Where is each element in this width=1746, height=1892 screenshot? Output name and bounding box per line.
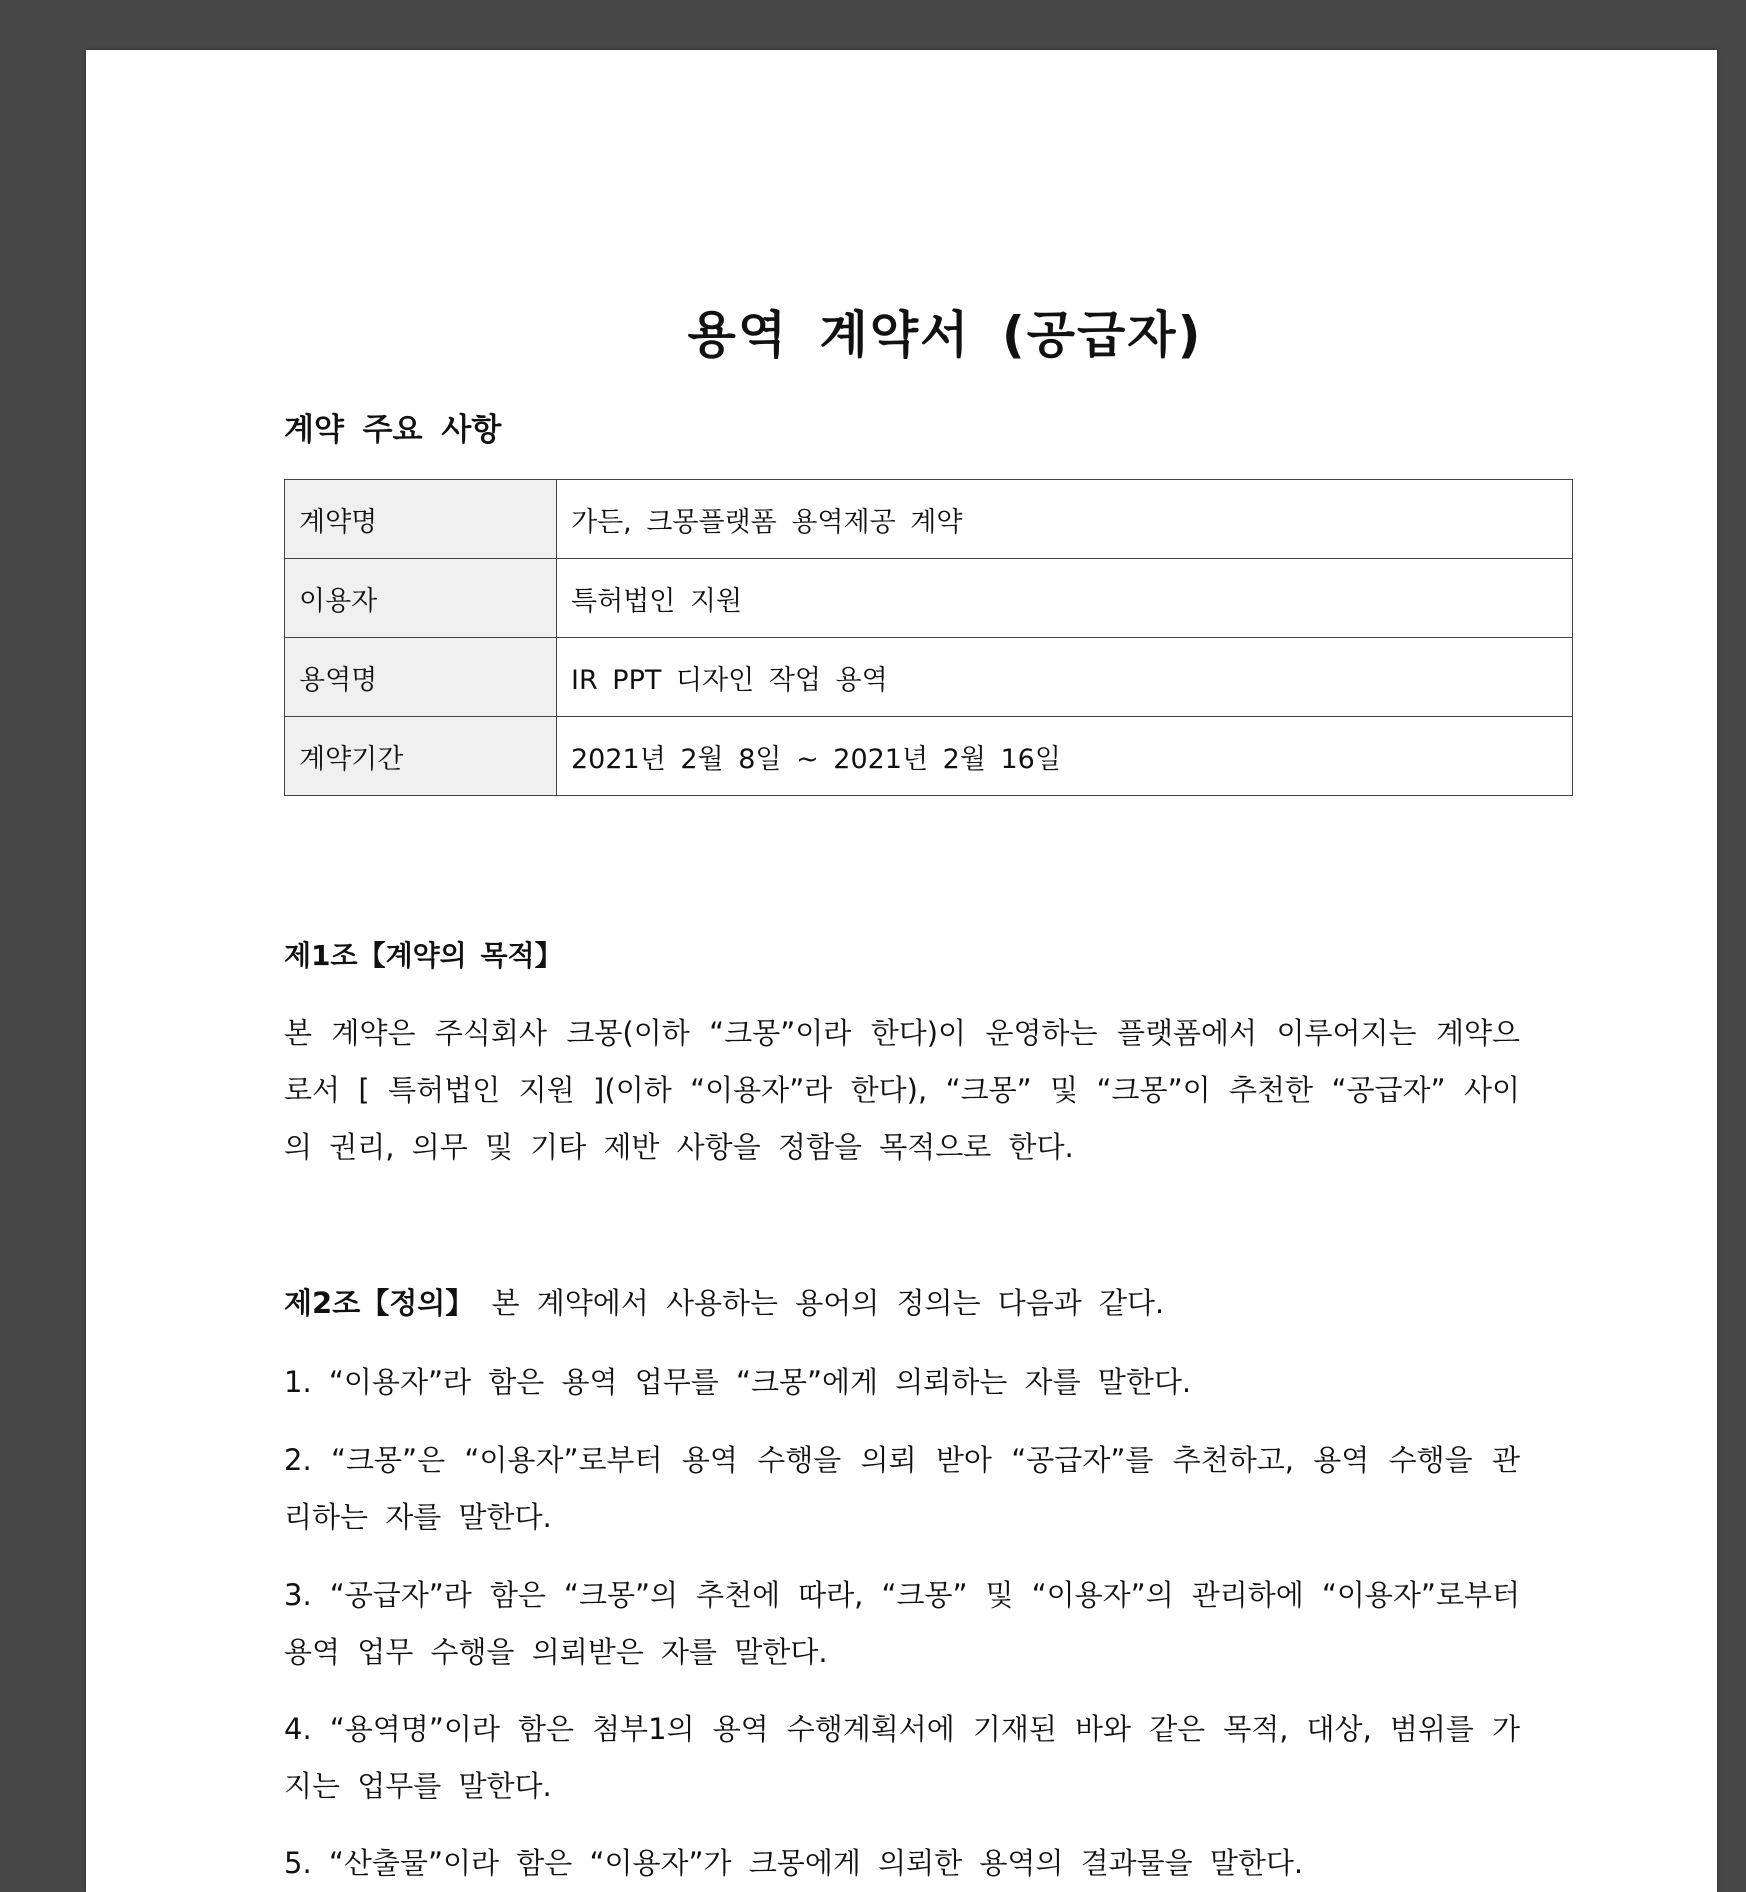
table-row — [285, 638, 1573, 717]
definition-item-1: 1. “이용자”라 함은 용역 업무를 “크몽”에게 의뢰하는 자를 말한다. — [284, 1365, 1192, 1399]
summary-value-user: 특허법인 지원 — [557, 559, 1573, 638]
summary-value-period: 2021년 2월 8일 ~ 2021년 2월 16일 — [557, 717, 1573, 796]
article-2-intro-paragraph — [284, 1275, 1520, 1332]
table-row — [285, 559, 1573, 638]
summary-label-contract-name: 계약명 — [285, 480, 557, 559]
definition-item-2: 2. “크몽”은 “이용자”로부터 용역 수행을 의뢰 받아 “공급자”를 추천하고, 용역 수행을 관리하는 자를 말한다. — [284, 1443, 1520, 1534]
article-1-heading: 제1조【계약의 목적】 — [284, 939, 563, 972]
article-2-intro: 본 계약에서 사용하는 용어의 정의는 다음과 같다. — [491, 1286, 1165, 1320]
summary-heading: 계약 주요 사항 — [284, 412, 502, 448]
table-row — [285, 480, 1573, 559]
summary-label-service-name: 용역명 — [285, 638, 557, 717]
summary-label-user: 이용자 — [285, 559, 557, 638]
definition-item-4: 4. “용역명”이라 함은 첨부1의 용역 수행계획서에 기재된 바와 같은 목적, 대상, 범위를 가지는 업무를 말한다. — [284, 1712, 1520, 1803]
contract-summary-table — [284, 479, 1573, 796]
article-2-heading: 제2조【정의】 — [284, 1286, 475, 1320]
summary-value-service-name: IR PPT 디자인 작업 용역 — [557, 638, 1573, 717]
summary-value-contract-name: 가든, 크몽플랫폼 용역제공 계약 — [557, 480, 1573, 559]
table-row — [285, 717, 1573, 796]
document-title: 용역 계약서 (공급자) — [687, 306, 1203, 364]
definition-item-5: 5. “산출물”이라 함은 “이용자”가 크몽에게 의뢰한 용역의 결과물을 말한다. — [284, 1846, 1304, 1880]
definition-item-3: 3. “공급자”라 함은 “크몽”의 추천에 따라, “크몽” 및 “이용자”의 관리하에 “이용자”로부터 용역 업무 수행을 의뢰받은 자를 말한다. — [284, 1578, 1520, 1669]
document-page — [86, 50, 1717, 1892]
article-1-body: 본 계약은 주식회사 크몽(이하 “크몽”이라 한다)이 운영하는 플랫폼에서 이루어지는 계약으로서 [ 특허법인 지원 ](이하 “이용자”라 한다), “크몽” 및 “크몽”이 추천한 “공급자” 사이의 권리, 의무 및 기타 제반 사항을 정함을 목적으로 한다. — [284, 1016, 1520, 1164]
summary-label-period: 계약기간 — [285, 717, 557, 796]
